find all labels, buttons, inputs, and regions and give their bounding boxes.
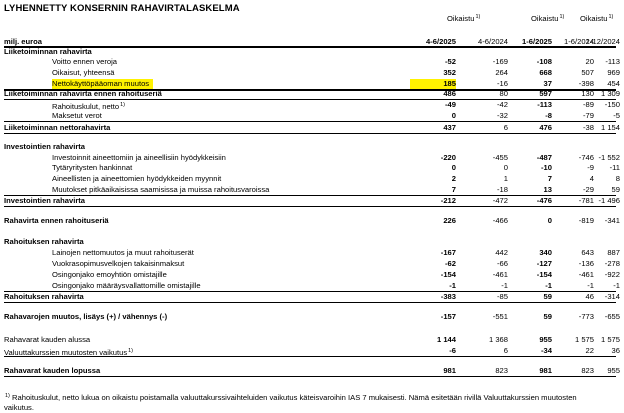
table-row [0,259,624,269]
table-row [0,57,624,67]
value-h1-2025: 59 [543,292,552,301]
value-h1-2025: 59 [543,312,552,321]
value-q2-2025: 2 [451,174,456,183]
table-row [0,111,624,121]
value-h1-2025: -476 [536,196,552,205]
value-h1-2024: -819 [578,216,594,225]
table-row [0,346,624,356]
value-h1-2025: 476 [539,123,552,132]
footnote: $^{1)}$ Rahoituskulut, netto lukua on oikaistu poistamalla valuuttakurssivaihteluiden vaikutus käteisvaroihin IAS 7 mukaisesti. Nämä esitetään rivillä Valuuttakurssien muutosten vaikutus. [4,393,577,412]
row-label: Muutokset pitkäaikaisissa saamisissa ja muissa rahoitusvaroissa [52,185,270,194]
table-row [0,185,624,195]
row-separator [4,356,616,357]
value-fy-2024: -1 552 [598,153,620,162]
row-label: Oikaisut, yhteensä [52,68,115,77]
value-q2-2024: -32 [497,111,508,120]
row-separator [4,121,616,122]
value-q2-2025: 352 [443,68,456,77]
value-h1-2024: 22 [585,346,594,355]
table-row [0,248,624,258]
value-fy-2024: 36 [611,346,620,355]
value-h1-2025: 13 [543,185,552,194]
value-h1-2024: -461 [578,270,594,279]
value-q2-2024: 80 [499,89,508,98]
value-q2-2024: 6 [503,123,508,132]
table-row [0,335,624,345]
value-h1-2025: -10 [541,163,552,172]
value-q2-2025: -154 [440,270,456,279]
value-q2-2024: -16 [497,79,508,88]
value-h1-2024: -38 [583,123,594,132]
table-row [0,312,624,322]
value-q2-2025: 226 [443,216,456,225]
corrected-label-q2-2024: Oikaistu$^{1)}$ [447,14,481,23]
corrected-label-fy-2024: Oikaistu$^{1)}$ [580,14,614,23]
value-q2-2025: -167 [440,248,456,257]
row-label: Tytäryritysten hankinnat [52,163,133,172]
table-row [0,47,624,57]
value-h1-2025: 597 [539,89,552,98]
value-h1-2025: -113 [537,100,552,109]
row-separator [4,302,616,303]
value-fy-2024: -113 [605,57,620,66]
report-title: LYHENNETTY KONSERNIN RAHAVIRTALASKELMA [4,3,240,14]
value-fy-2024: 1 309 [600,89,620,98]
value-q2-2024: 1 [503,174,508,183]
value-q2-2024: 264 [495,68,508,77]
value-q2-2025: 0 [451,163,456,172]
value-h1-2025: -487 [536,153,552,162]
value-fy-2024: -922 [604,270,620,279]
corrected-label-h1-2024: Oikaistu$^{1)}$ [531,14,565,23]
row-label: Rahavirta ennen rahoituseriä [4,216,109,225]
value-h1-2024: -1 [587,281,594,290]
value-h1-2024: 20 [585,57,594,66]
table-row [0,79,624,89]
table-row [0,196,624,206]
row-label: Rahavarojen muutos, lisäys (+) / vähennys (-) [4,312,168,321]
table-row [0,270,624,280]
value-h1-2024: -9 [587,163,594,172]
row-label: Liiketoiminnan rahavirta [4,47,92,56]
value-fy-2024: 8 [615,174,620,183]
value-fy-2024: 1 154 [600,123,620,132]
table-row [0,292,624,302]
value-q2-2024: -1 [501,281,508,290]
value-q2-2024: 0 [503,163,508,172]
row-label: Vuokrasopimusvelkojen takaisinmaksut [52,259,185,268]
value-q2-2025: -6 [449,346,456,355]
value-q2-2025: -220 [440,153,456,162]
table-row [0,216,624,226]
row-label: Osingonjako määräysvallattomille omistajille [52,281,201,290]
row-label: Voitto ennen veroja [52,57,118,66]
col-header-q2-2025: 4-6/2025 [426,37,456,46]
value-h1-2024: 643 [581,248,594,257]
value-fy-2024: -278 [604,259,620,268]
value-q2-2024: -42 [497,100,508,109]
value-q2-2024: -18 [497,185,508,194]
value-h1-2025: -8 [545,111,552,120]
value-q2-2024: -66 [497,259,508,268]
row-label: Rahavarat kauden alussa [4,335,91,344]
value-q2-2024: -472 [492,196,508,205]
table-row [0,89,624,99]
value-h1-2024: -781 [578,196,594,205]
value-fy-2024: 969 [607,68,620,77]
value-q2-2025: -212 [440,196,456,205]
row-separator [4,133,616,134]
row-separator [4,376,616,377]
value-fy-2024: -5 [613,111,620,120]
value-h1-2025: 37 [543,79,552,88]
value-h1-2024: 130 [581,89,594,98]
row-label: Investointien rahavirta [4,142,86,151]
value-h1-2024: 4 [589,174,594,183]
value-h1-2025: 0 [547,216,552,225]
table-row [0,100,624,110]
value-fy-2024: -11 [609,163,620,172]
value-h1-2024: -398 [578,79,594,88]
row-label: Valuuttakurssien muutosten vaikutus$^{1)}$ [4,348,134,357]
table-row [0,366,624,376]
value-h1-2025: -127 [536,259,552,268]
value-q2-2024: -85 [497,292,508,301]
value-q2-2025: -157 [440,312,456,321]
value-h1-2025: -1 [545,281,552,290]
value-h1-2025: 340 [539,248,552,257]
value-h1-2025: -108 [536,57,552,66]
col-header-q2-2024: 4-6/2024 [478,37,508,46]
value-q2-2025: 185 [410,79,456,89]
value-h1-2025: 955 [539,335,552,344]
unit-label: milj. euroa [4,37,42,46]
value-q2-2025: 1 144 [436,335,456,344]
value-fy-2024: 887 [607,248,620,257]
value-q2-2025: 7 [451,185,456,194]
value-h1-2025: 981 [539,366,552,375]
value-q2-2025: -52 [445,57,456,66]
row-label: Maksetut verot [52,111,102,120]
row-label: Aineellisten ja aineettomien hyödykkeiden myynnit [52,174,222,183]
value-h1-2025: -154 [536,270,552,279]
value-fy-2024: -341 [604,216,620,225]
value-h1-2024: 507 [581,68,594,77]
value-fy-2024: -314 [604,292,620,301]
value-q2-2024: -551 [492,312,508,321]
col-header-fy-2024: 1-12/2024 [585,37,620,46]
value-h1-2024: 46 [585,292,594,301]
value-q2-2024: 823 [495,366,508,375]
value-q2-2024: -169 [492,57,508,66]
table-row [0,153,624,163]
value-h1-2024: -79 [583,111,594,120]
table-row [0,281,624,291]
table-row [0,68,624,78]
value-h1-2024: 823 [581,366,594,375]
value-q2-2025: 0 [451,111,456,120]
table-row [0,174,624,184]
row-label: Rahoituksen rahavirta [4,237,84,246]
value-h1-2024: -773 [578,312,594,321]
col-header-h1-2024: 1-6/2024 [564,37,594,46]
value-h1-2025: 668 [539,68,552,77]
value-q2-2024: -455 [492,153,508,162]
value-fy-2024: -1 496 [598,196,620,205]
row-label: Rahoituksen rahavirta [4,292,84,301]
value-h1-2024: -29 [583,185,594,194]
row-label: Osingonjako emoyhtiön omistajille [52,270,167,279]
value-h1-2025: 7 [547,174,552,183]
table-row [0,123,624,133]
table-row [0,142,624,152]
row-label: Lainojen nettomuutos ja muut rahoituserät [52,248,194,257]
row-label: Rahavarat kauden lopussa [4,366,101,375]
value-q2-2025: -62 [445,259,456,268]
value-h1-2024: -746 [578,153,594,162]
value-q2-2024: -461 [492,270,508,279]
value-fy-2024: 955 [607,366,620,375]
table-row [0,237,624,247]
value-q2-2025: -49 [445,100,456,109]
row-label: Liiketoiminnan rahavirta ennen rahoituseriä [4,89,162,98]
value-fy-2024: -655 [604,312,620,321]
table-row [0,163,624,173]
value-q2-2025: 981 [443,366,456,375]
value-q2-2025: -383 [440,292,456,301]
row-separator [4,206,616,207]
value-h1-2025: -34 [541,346,552,355]
value-h1-2024: -136 [578,259,594,268]
value-q2-2025: 437 [443,123,456,132]
value-q2-2025: 486 [443,89,456,98]
value-fy-2024: -150 [604,100,620,109]
value-h1-2024: 1 575 [574,335,594,344]
value-q2-2024: 6 [503,346,508,355]
value-q2-2024: 442 [495,248,508,257]
value-q2-2024: -466 [492,216,508,225]
value-q2-2024: 1 368 [488,335,508,344]
value-fy-2024: -1 [613,281,620,290]
value-fy-2024: 454 [607,79,620,88]
row-label: Rahoituskulut, netto$^{1)}$ [52,102,126,111]
value-q2-2025: -1 [449,281,456,290]
col-header-h1-2025: 1-6/2025 [522,37,552,46]
value-h1-2024: -89 [583,100,594,109]
value-fy-2024: 1 575 [600,335,620,344]
value-fy-2024: 59 [611,185,620,194]
row-label: Investointien rahavirta [4,196,86,205]
row-label: Nettokäyttöpääoman muutos [52,79,153,89]
row-label: Investoinnit aineettomiin ja aineellisiin hyödykkeisiin [52,153,226,162]
row-label: Liiketoiminnan nettorahavirta [4,123,111,132]
